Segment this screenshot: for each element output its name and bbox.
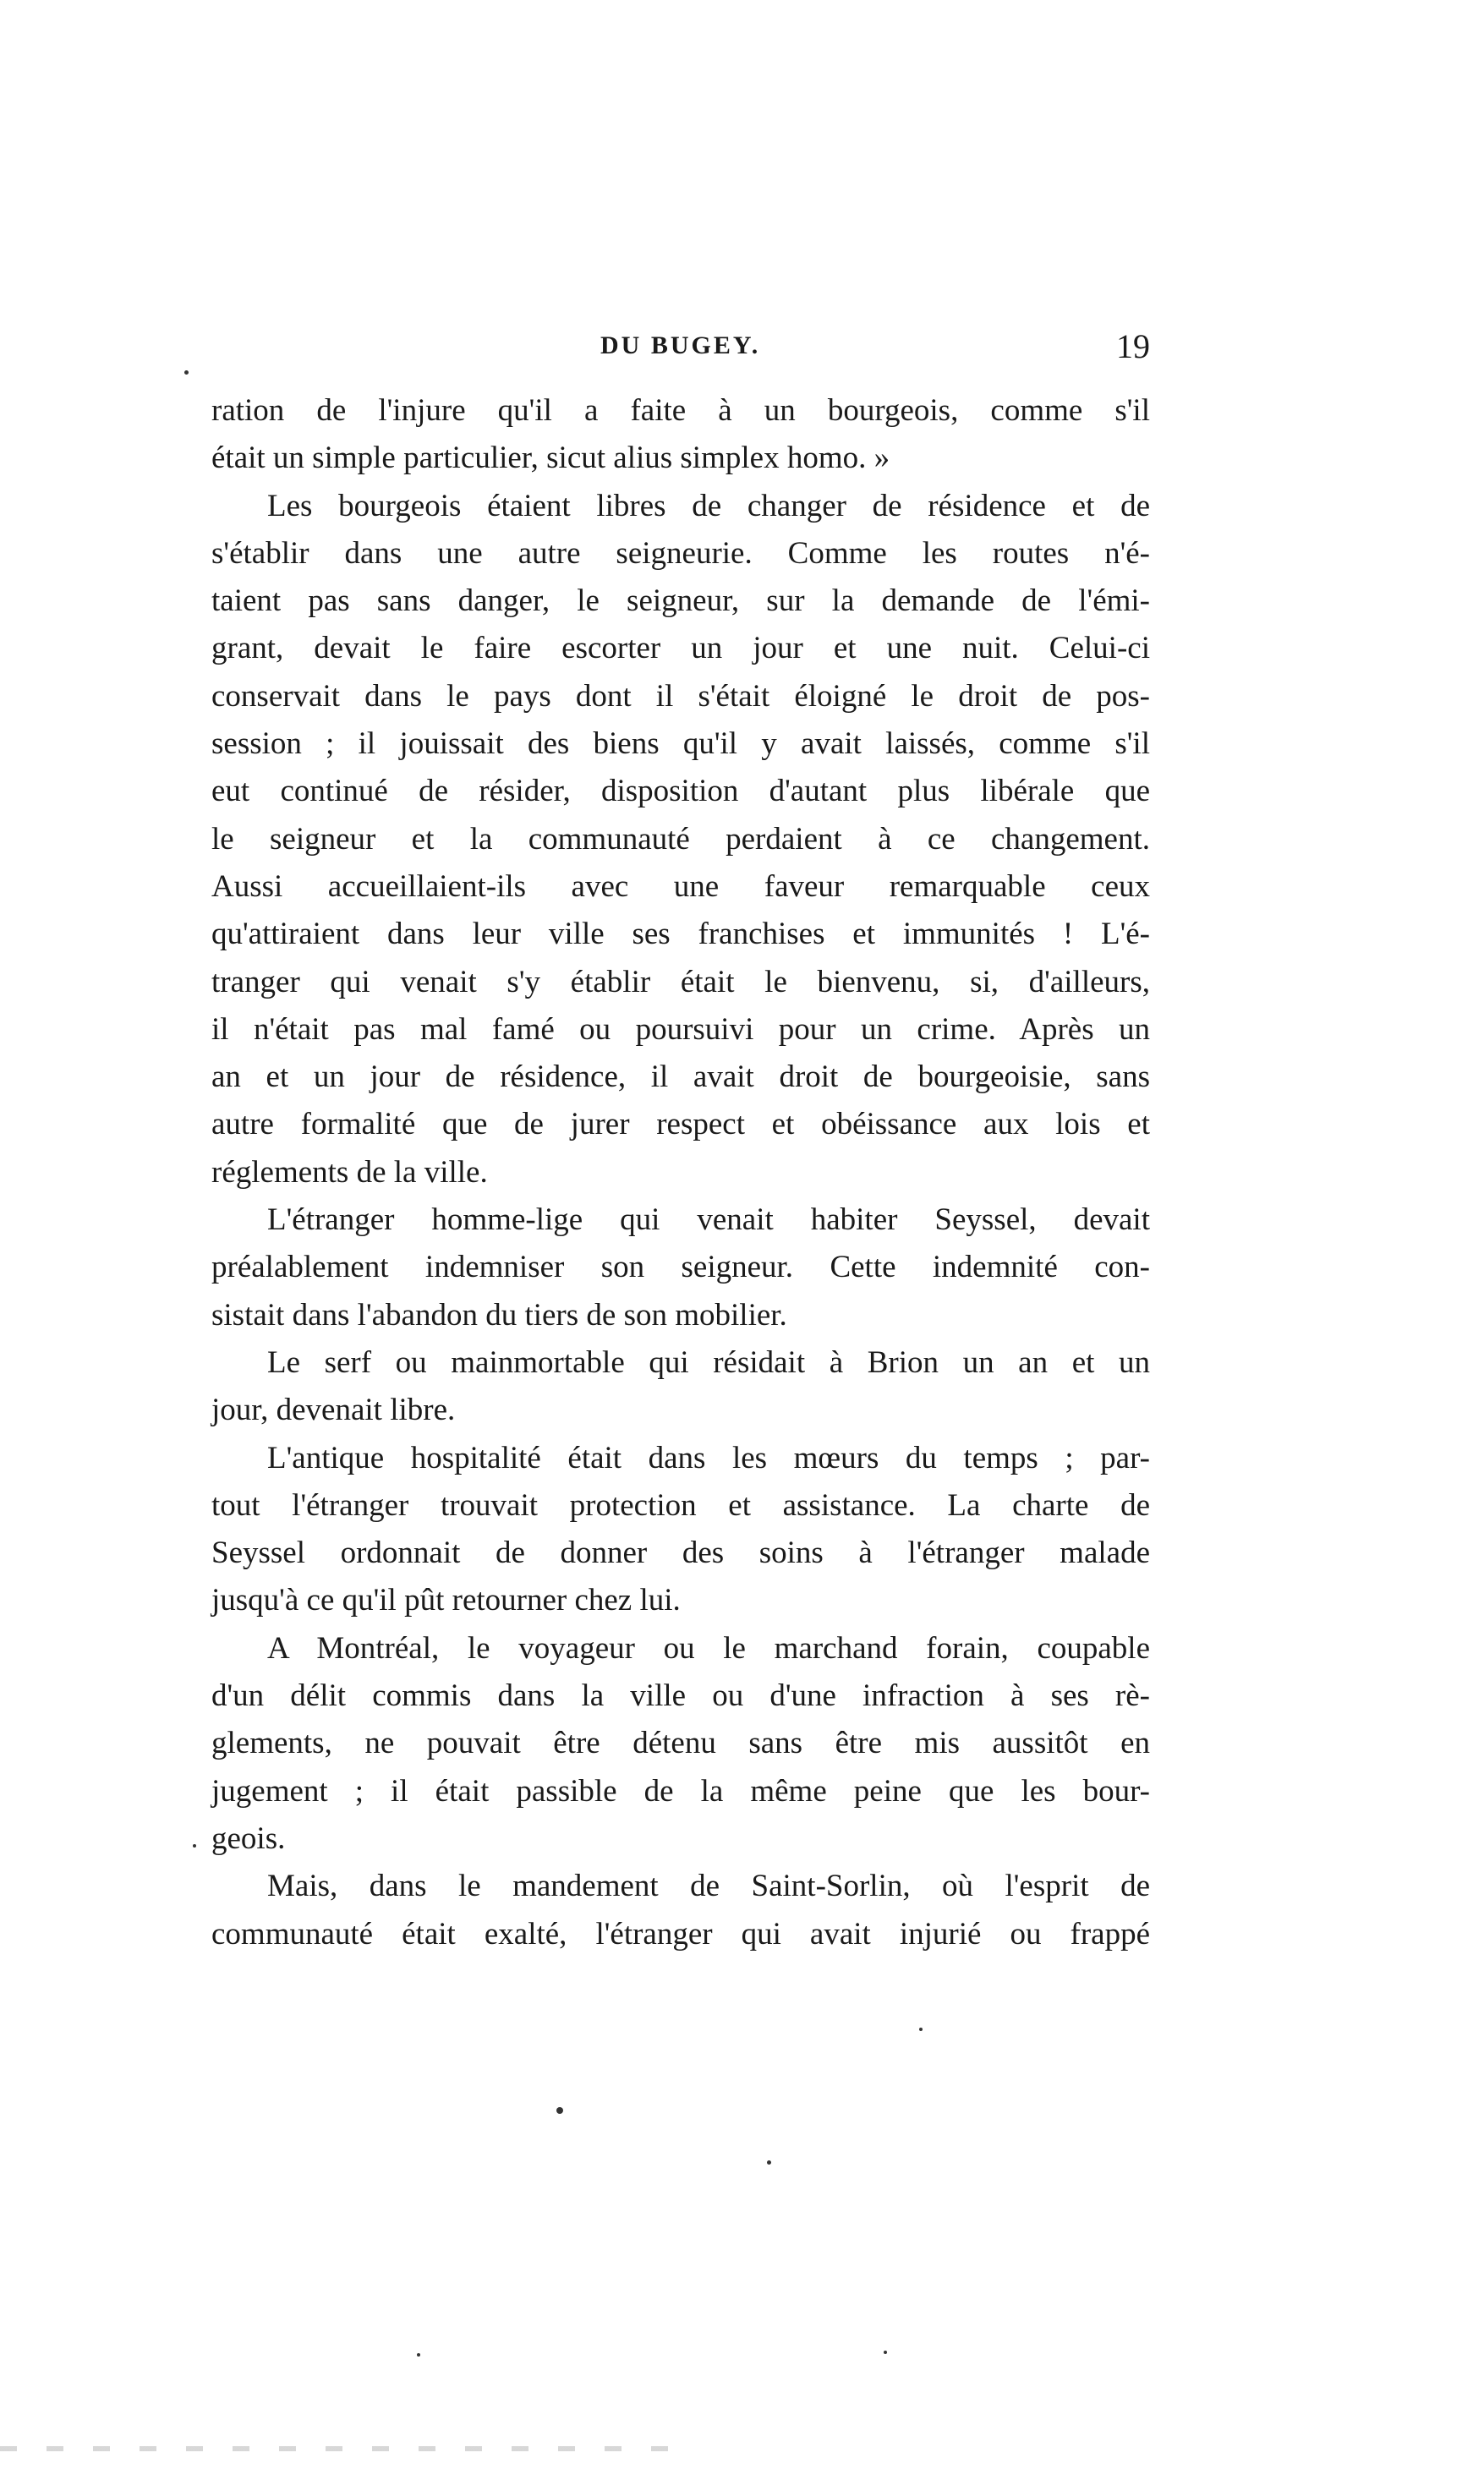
text-line: glements, ne pouvait être détenu sans être mis aussitôt en xyxy=(211,1726,1150,1761)
text-line: conservait dans le pays dont il s'était éloigné le droit de pos- xyxy=(211,678,1150,714)
paragraph-start-line: L'antique hospitalité était dans les mœurs du temps ; par- xyxy=(267,1440,1150,1475)
text-line: jusqu'à ce qu'il pût retourner chez lui. xyxy=(211,1583,681,1618)
text-line: Seyssel ordonnait de donner des soins à l'étranger malade xyxy=(211,1536,1150,1571)
body-text xyxy=(211,387,1150,1958)
ink-speck xyxy=(417,2353,420,2357)
text-line: autre formalité que de jurer respect et obéissance aux lois et xyxy=(211,1107,1150,1142)
text-line: sistait dans l'abandon du tiers de son mobilier. xyxy=(211,1297,787,1333)
page-number: 19 xyxy=(1116,327,1150,365)
text-line: jour, devenait libre. xyxy=(211,1393,456,1428)
text-line: s'établir dans une autre seigneurie. Comme les routes n'é- xyxy=(211,535,1150,571)
text-line: réglements de la ville. xyxy=(211,1154,488,1190)
text-line: il n'était pas mal famé ou poursuivi pour un crime. Après un xyxy=(211,1011,1150,1047)
paragraph-start-line: L'étranger homme-lige qui venait habiter Seyssel, devait xyxy=(267,1202,1150,1238)
text-line: eut continué de résider, disposition d'autant plus libérale que xyxy=(211,774,1150,809)
ink-speck xyxy=(884,2351,887,2354)
ink-speck xyxy=(193,1844,196,1848)
text-line: ration de l'injure qu'il a faite à un bourgeois, comme s'il xyxy=(211,393,1150,428)
text-line: tout l'étranger trouvait protection et assistance. La charte de xyxy=(211,1487,1150,1523)
text-line: jugement ; il était passible de la même peine que les bour- xyxy=(211,1773,1150,1809)
text-line: d'un délit commis dans la ville ou d'une infraction à ses rè- xyxy=(211,1678,1150,1714)
text-line: tranger qui venait s'y établir était le bienvenu, si, d'ailleurs, xyxy=(211,964,1150,999)
text-line: préalablement indemniser son seigneur. Cette indemnité con- xyxy=(211,1250,1150,1285)
ink-speck xyxy=(184,370,189,375)
text-line: le seigneur et la communauté perdaient à ce changement. xyxy=(211,821,1150,857)
scan-edge-marks xyxy=(0,2446,676,2451)
running-title: DU BUGEY. xyxy=(600,331,761,359)
text-line: an et un jour de résidence, il avait droit de bourgeoisie, sans xyxy=(211,1059,1150,1095)
text-line: communauté était exalté, l'étranger qui avait injurié ou frappé xyxy=(211,1916,1150,1952)
paragraph-start-line: Mais, dans le mandement de Saint-Sorlin, où l'esprit de xyxy=(267,1869,1150,1904)
ink-speck xyxy=(767,2160,771,2165)
ink-speck xyxy=(556,2107,563,2114)
text-line: geois. xyxy=(211,1820,286,1856)
running-head xyxy=(228,327,1150,372)
text-line: était un simple particulier, sicut alius simplex homo. » xyxy=(211,441,890,476)
text-line: qu'attiraient dans leur ville ses franchises et immunités ! L'é- xyxy=(211,917,1150,952)
ink-speck xyxy=(919,2028,923,2031)
paragraph-start-line: Les bourgeois étaient libres de changer de résidence et de xyxy=(267,488,1150,523)
text-line: session ; il jouissait des biens qu'il y avait laissés, comme s'il xyxy=(211,726,1150,762)
text-line: Aussi accueillaient-ils avec une faveur remarquable ceux xyxy=(211,868,1150,904)
text-line: taient pas sans danger, le seigneur, sur la demande de l'émi- xyxy=(211,583,1150,619)
paragraph-start-line: Le serf ou mainmortable qui résidait à Brion un an et un xyxy=(267,1344,1150,1380)
paragraph-start-line: A Montréal, le voyageur ou le marchand forain, coupable xyxy=(267,1630,1150,1666)
text-line: grant, devait le faire escorter un jour et une nuit. Celui-ci xyxy=(211,631,1150,666)
